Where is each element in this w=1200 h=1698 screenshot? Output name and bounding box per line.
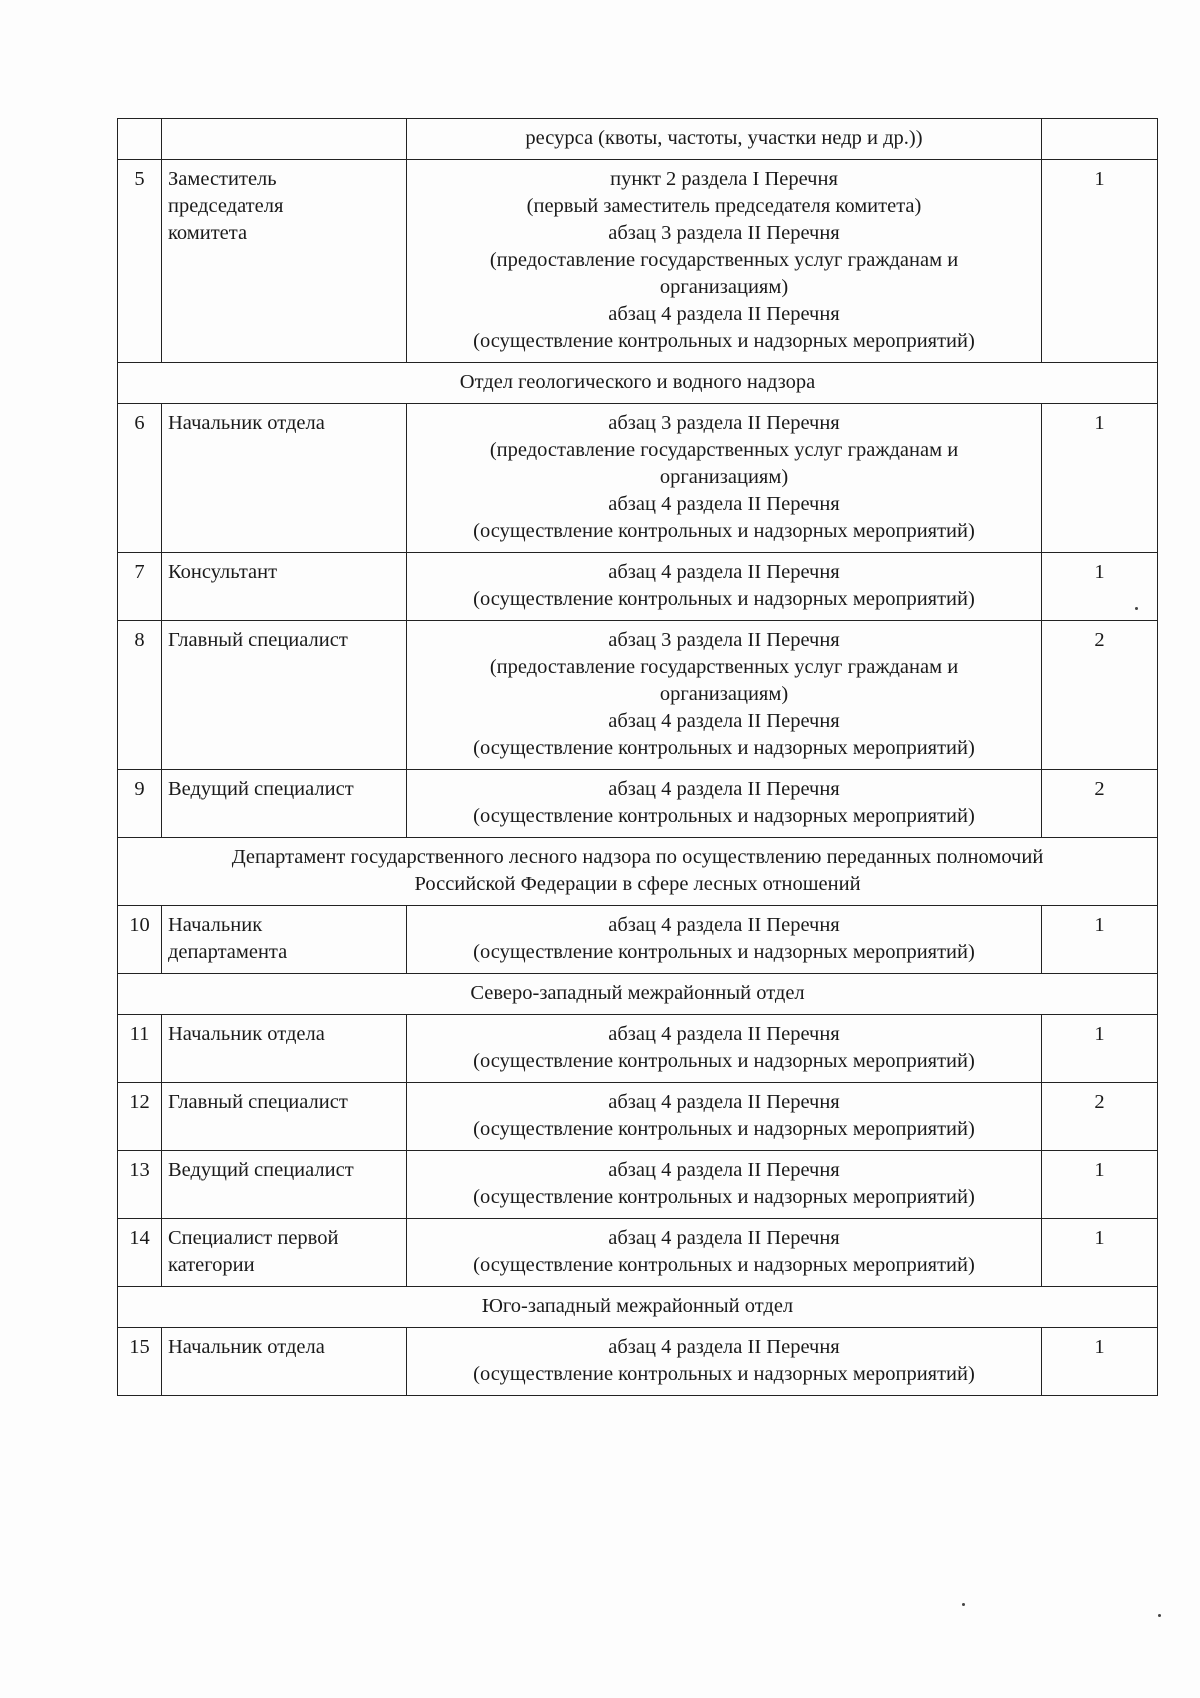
basis-reference-line: абзац 4 раздела II Перечня [608,1091,840,1113]
basis-reference [407,1083,1042,1151]
row-number: 8 [118,621,162,770]
position-title [162,1151,407,1219]
row-number: 14 [118,1219,162,1287]
section-header-row [118,974,1158,1015]
positions-table [117,118,1158,1396]
position-title-line: Специалист первой [168,1227,339,1249]
position-title-line: категории [168,1254,255,1276]
basis-reference [407,621,1042,770]
position-title [162,160,407,363]
basis-reference-line: (осуществление контрольных и надзорных мероприятий) [473,941,975,963]
position-title-line: комитета [168,222,248,244]
position-title [162,1219,407,1287]
position-title [162,1083,407,1151]
position-title-line: департамента [168,941,288,963]
position-title [162,621,407,770]
basis-reference-line: абзац 4 раздела II Перечня [608,710,840,732]
table-row [118,119,1158,160]
row-number: 7 [118,553,162,621]
basis-reference [407,906,1042,974]
section-header-row [118,1287,1158,1328]
staff-count: 2 [1042,621,1158,770]
table-row [118,1015,1158,1083]
basis-reference-line: организациям) [659,276,789,298]
basis-reference-line: абзац 3 раздела II Перечня [608,629,840,651]
basis-reference [407,404,1042,553]
table-row [118,770,1158,838]
table-row [118,553,1158,621]
basis-reference-line: организациям) [659,683,789,705]
basis-reference [407,770,1042,838]
row-number: 10 [118,906,162,974]
basis-reference [407,1151,1042,1219]
table-row [118,1083,1158,1151]
scan-speck [1158,1614,1161,1617]
row-number: 13 [118,1151,162,1219]
staff-count: 1 [1042,1151,1158,1219]
basis-reference-line: (первый заместитель председателя комитета) [526,195,922,217]
section-title [118,838,1158,906]
staff-count: 1 [1042,1015,1158,1083]
row-number: 9 [118,770,162,838]
basis-reference-line: абзац 4 раздела II Перечня [608,1023,840,1045]
basis-reference-line: (осуществление контрольных и надзорных мероприятий) [473,1186,975,1208]
basis-reference-line: ресурса (квоты, частоты, участки недр и др.)) [525,127,923,149]
scan-speck [962,1603,965,1606]
position-title [162,1015,407,1083]
basis-reference-line: пункт 2 раздела I Перечня [610,168,838,190]
basis-reference-line: (осуществление контрольных и надзорных мероприятий) [473,588,975,610]
basis-reference-line: (осуществление контрольных и надзорных мероприятий) [473,1363,975,1385]
row-number: 6 [118,404,162,553]
position-title-line: Начальник отдела [168,1336,325,1358]
staff-count: 1 [1042,1219,1158,1287]
basis-reference [407,1015,1042,1083]
scan-speck [1135,607,1138,610]
basis-reference-line: абзац 3 раздела II Перечня [608,412,840,434]
position-title-line: Главный специалист [168,629,348,651]
section-title [118,1287,1158,1328]
position-title [162,119,407,160]
basis-reference [407,1328,1042,1396]
staff-count: 1 [1042,1328,1158,1396]
basis-reference [407,553,1042,621]
basis-reference-line: (предоставление государственных услуг гражданам и [489,656,959,678]
basis-reference-line: абзац 4 раздела II Перечня [608,303,840,325]
section-header-row [118,838,1158,906]
staff-count: 1 [1042,553,1158,621]
table-row [118,1219,1158,1287]
basis-reference-line: абзац 4 раздела II Перечня [608,1159,840,1181]
row-number: 12 [118,1083,162,1151]
staff-count: 1 [1042,404,1158,553]
basis-reference-line: (предоставление государственных услуг гражданам и [489,439,959,461]
position-title [162,553,407,621]
row-number: 11 [118,1015,162,1083]
basis-reference-line: (осуществление контрольных и надзорных мероприятий) [473,737,975,759]
section-title [118,363,1158,404]
position-title [162,906,407,974]
basis-reference-line: абзац 4 раздела II Перечня [608,1227,840,1249]
table-row [118,160,1158,363]
row-number: 5 [118,160,162,363]
section-title-line: Российской Федерации в сфере лесных отношений [414,873,861,895]
position-title-line: Начальник [168,914,263,936]
basis-reference-line: абзац 4 раздела II Перечня [608,561,840,583]
staff-count: 1 [1042,160,1158,363]
section-title-line: Департамент государственного лесного надзора по осуществлению переданных полномочий [231,846,1044,868]
position-title-line: председателя [168,195,284,217]
position-title [162,770,407,838]
basis-reference-line: организациям) [659,466,789,488]
staff-count [1042,119,1158,160]
section-title-line: Юго-западный межрайонный отдел [481,1295,794,1317]
section-title-line: Отдел геологического и водного надзора [459,371,816,393]
positions-table-body [118,119,1158,1396]
position-title-line: Ведущий специалист [168,1159,354,1181]
position-title [162,404,407,553]
position-title-line: Главный специалист [168,1091,348,1113]
staff-count: 2 [1042,1083,1158,1151]
basis-reference-line: (предоставление государственных услуг гражданам и [489,249,959,271]
position-title [162,1328,407,1396]
position-title-line: Начальник отдела [168,1023,325,1045]
position-title-line: Заместитель [168,168,277,190]
table-row [118,906,1158,974]
basis-reference-line: (осуществление контрольных и надзорных мероприятий) [473,520,975,542]
staff-count: 1 [1042,906,1158,974]
section-title-line: Северо-западный межрайонный отдел [470,982,805,1004]
basis-reference-line: абзац 4 раздела II Перечня [608,493,840,515]
basis-reference [407,160,1042,363]
basis-reference-line: (осуществление контрольных и надзорных мероприятий) [473,805,975,827]
basis-reference-line: абзац 3 раздела II Перечня [608,222,840,244]
row-number: 15 [118,1328,162,1396]
position-title-line: Начальник отдела [168,412,325,434]
table-row [118,1328,1158,1396]
basis-reference [407,1219,1042,1287]
position-title-line: Ведущий специалист [168,778,354,800]
position-title-line: Консультант [168,561,278,583]
basis-reference-line: (осуществление контрольных и надзорных мероприятий) [473,1118,975,1140]
staff-count: 2 [1042,770,1158,838]
table-row [118,621,1158,770]
basis-reference-line: (осуществление контрольных и надзорных мероприятий) [473,330,975,352]
basis-reference-line: абзац 4 раздела II Перечня [608,914,840,936]
section-header-row [118,363,1158,404]
basis-reference-line: (осуществление контрольных и надзорных мероприятий) [473,1050,975,1072]
table-row [118,404,1158,553]
table-row [118,1151,1158,1219]
basis-reference-line: абзац 4 раздела II Перечня [608,1336,840,1358]
basis-reference-line: (осуществление контрольных и надзорных мероприятий) [473,1254,975,1276]
basis-reference [407,119,1042,160]
section-title [118,974,1158,1015]
row-number [118,119,162,160]
basis-reference-line: абзац 4 раздела II Перечня [608,778,840,800]
